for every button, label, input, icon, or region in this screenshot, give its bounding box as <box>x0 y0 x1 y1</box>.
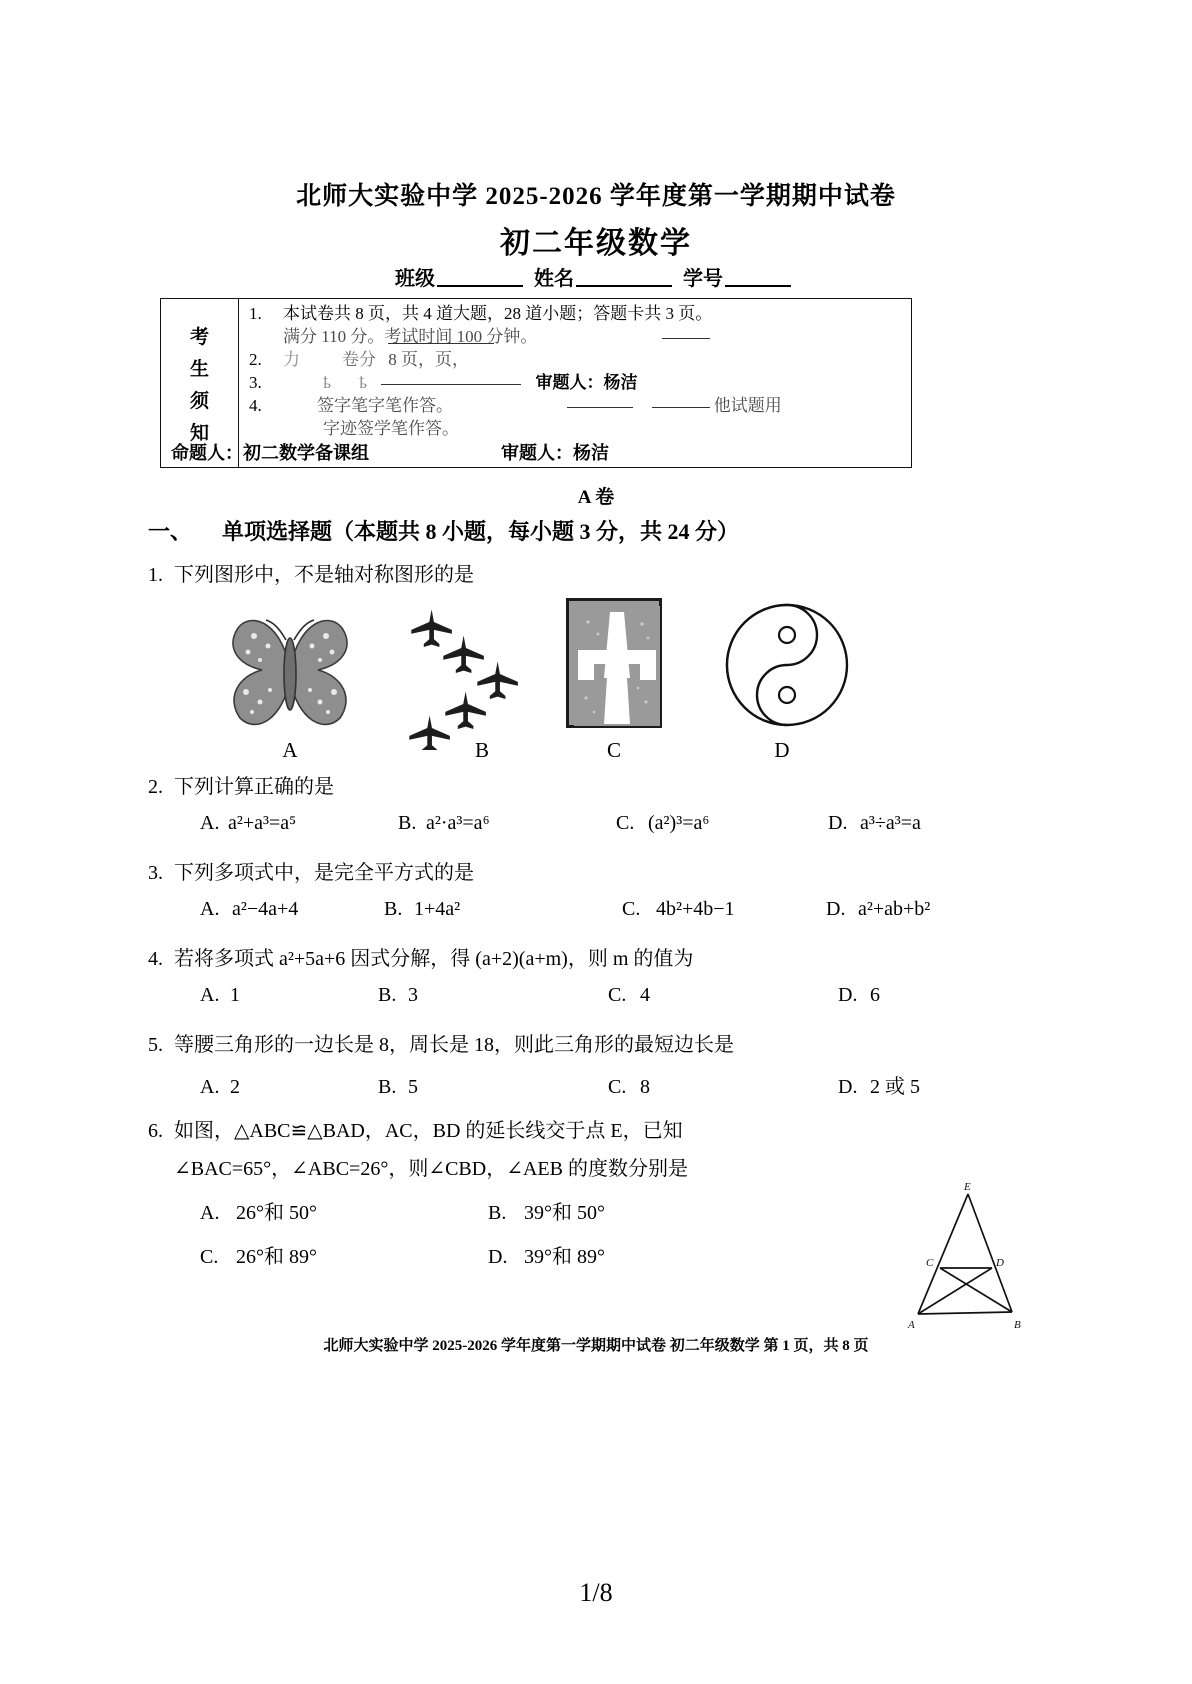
question-6 <box>148 1116 688 1184</box>
question-stem: 下列计算正确的是 <box>174 776 334 798</box>
airplane-formation-icon <box>400 602 560 742</box>
notice-item-1 <box>249 303 903 326</box>
question-4 <box>148 944 693 974</box>
option-math-b[interactable]: 39°和 50° <box>524 1202 605 1224</box>
class-label: 班级 <box>395 268 435 290</box>
question-5 <box>148 1030 734 1060</box>
option-math-a[interactable]: 26°和 50° <box>236 1202 317 1224</box>
notice-fragment: ҍ <box>323 372 331 392</box>
question-stem: 下列图形中，不是轴对称图形的是 <box>174 564 474 586</box>
notice-stray-rule <box>381 384 521 385</box>
notice-side-char: 知 <box>189 422 209 444</box>
section-number: 一、 <box>148 519 193 544</box>
question-3 <box>148 858 474 888</box>
notice-fragment: 签字笔字笔作答。 <box>317 395 453 415</box>
subject-title: 初二年级数学 <box>500 227 692 260</box>
option-math-d[interactable]: a³÷a³=a <box>860 812 921 834</box>
question-2-options <box>200 812 921 835</box>
question-number: 4. <box>148 948 163 970</box>
vertex-label-a: A <box>908 1319 915 1330</box>
notice-item-1-line2 <box>249 326 903 349</box>
notice-item-text: 本试卷共 8 页，共 4 道大题，28 道小题；答题卡共 3 页。 <box>283 304 713 323</box>
question-stem-line1: 如图，△ABC≌△BAD，AC，BD 的延长线交于点 E，已知 <box>174 1120 683 1142</box>
option-label-a[interactable]: A. <box>200 812 220 834</box>
option-math-b[interactable]: a²·a³=a⁶ <box>426 812 490 834</box>
class-blank[interactable] <box>437 285 523 287</box>
yin-yang-icon <box>722 600 852 730</box>
notice-side-char: 生 <box>189 358 209 380</box>
examinee-notice-box <box>160 298 912 468</box>
butterfly-icon <box>210 606 370 736</box>
question-number: 2. <box>148 776 163 798</box>
option-label-c[interactable]: C. <box>608 1076 627 1098</box>
notice-item-number: 3. <box>249 372 262 392</box>
option-label-c[interactable]: C. <box>608 984 627 1006</box>
option-label-d[interactable]: D. <box>826 898 846 920</box>
notice-item-number: 4. <box>249 395 262 415</box>
question-3-options <box>200 898 930 921</box>
option-math-b[interactable]: 1+4a² <box>414 898 461 920</box>
page-indicator: 1/8 <box>579 1578 613 1607</box>
notice-stray-rule <box>388 343 494 344</box>
notice-fragment: 卷 <box>342 349 359 369</box>
notice-author: 命题人：初二数学备课组 <box>171 443 369 463</box>
option-math-d[interactable]: 39°和 89° <box>524 1246 605 1268</box>
option-label-d[interactable]: D. <box>838 1076 858 1098</box>
option-math-c[interactable]: 8 <box>640 1076 650 1098</box>
option-label-b[interactable]: B. <box>378 1076 397 1098</box>
notice-credits <box>171 439 905 465</box>
option-label-a[interactable]: A. <box>200 1076 220 1098</box>
page-title: 北师大实验中学 2025-2026 学年度第一学期期中试卷 <box>296 183 896 210</box>
page-footer: 北师大实验中学 2025-2026 学年度第一学期期中试卷 初二年级数学 第 1 页，共 8 页 <box>323 1338 869 1354</box>
option-label-c[interactable]: C. <box>616 812 635 834</box>
option-math-c[interactable]: 4b²+4b−1 <box>656 898 735 920</box>
question-number: 5. <box>148 1034 163 1056</box>
question-stem: 下列多项式中，是完全平方式的是 <box>174 862 474 884</box>
question-6-triangle-figure <box>900 1180 1030 1330</box>
question-5-options <box>200 1070 920 1099</box>
question-number: 6. <box>148 1120 163 1142</box>
option-label-d[interactable]: D. <box>828 812 848 834</box>
notice-fragment: 力 <box>283 349 300 369</box>
notice-item-number: 2. <box>249 349 262 369</box>
figure-label-a: A <box>282 738 298 762</box>
option-label-a[interactable]: A. <box>200 1202 220 1224</box>
option-label-a[interactable]: A. <box>200 898 220 920</box>
option-label-b[interactable]: B. <box>378 984 397 1006</box>
option-label-b[interactable]: B. <box>398 812 417 834</box>
question-6-options-row1 <box>200 1196 605 1225</box>
name-label: 姓名 <box>534 268 574 290</box>
question-4-options <box>200 984 880 1007</box>
option-label-d[interactable]: D. <box>488 1246 508 1268</box>
option-math-b[interactable]: 5 <box>408 1076 418 1098</box>
notice-fragment: 他试题用 <box>713 395 782 415</box>
option-label-c[interactable]: C. <box>200 1246 219 1268</box>
notice-item-2 <box>249 349 903 372</box>
notice-fragment: 8 页，页， <box>388 349 469 369</box>
vertex-label-e: E <box>964 1181 971 1193</box>
question-number: 1. <box>148 564 163 586</box>
section-title: 单项选择题（本题共 8 小题，每小题 3 分，共 24 分） <box>222 519 740 544</box>
option-math-a[interactable]: 1 <box>230 984 240 1006</box>
notice-item-3 <box>249 372 903 395</box>
vertex-label-d: D <box>996 1257 1004 1269</box>
option-math-c[interactable]: 26°和 89° <box>236 1246 317 1268</box>
notice-fragment: ҍ <box>359 372 367 392</box>
question-6-options-row2 <box>200 1240 605 1269</box>
option-math-d[interactable]: 6 <box>870 984 880 1006</box>
notice-fragment: 字迹签学笔作答。 <box>323 418 459 438</box>
notice-reviewer: 审题人：杨洁 <box>501 443 609 463</box>
question-stem: 等腰三角形的一边长是 8，周长是 18，则此三角形的最短边长是 <box>174 1034 734 1056</box>
option-math-c[interactable]: (a²)³=a⁶ <box>648 812 710 834</box>
notice-item-number: 1. <box>249 304 262 323</box>
student-id-blank[interactable] <box>725 285 791 287</box>
option-label-b[interactable]: B. <box>384 898 403 920</box>
option-math-a[interactable]: 2 <box>230 1076 240 1098</box>
volume-label: A 卷 <box>577 487 615 508</box>
notice-reviewer-inline: 审题人：杨洁 <box>535 372 638 392</box>
option-math-d[interactable]: 2 或 5 <box>870 1076 920 1098</box>
option-math-c[interactable]: 4 <box>640 984 650 1006</box>
question-1 <box>148 560 474 590</box>
question-stem-line2: ∠BAC=65°，∠ABC=26°，则∠CBD，∠AEB 的度数分别是 <box>174 1158 688 1180</box>
question-2 <box>148 772 334 802</box>
figure-label-c: C <box>606 738 621 762</box>
option-math-b[interactable]: 3 <box>408 984 418 1006</box>
notice-item-4 <box>249 395 903 418</box>
figure-label-d: D <box>774 738 790 762</box>
option-math-a[interactable]: a²−4a+4 <box>232 898 299 920</box>
highway-sign-icon <box>566 598 662 728</box>
option-label-a[interactable]: A. <box>200 984 220 1006</box>
option-math-a[interactable]: a²+a³=a⁵ <box>228 812 297 834</box>
option-label-b[interactable]: B. <box>488 1202 507 1224</box>
notice-stray-rule <box>652 407 710 408</box>
student-identity-line <box>0 262 1192 291</box>
notice-side-char: 考 <box>189 326 209 348</box>
section-one-heading <box>148 515 739 546</box>
name-blank[interactable] <box>576 285 672 287</box>
vertex-label-c: C <box>926 1257 934 1269</box>
notice-stray-rule <box>662 338 710 339</box>
option-math-d[interactable]: a²+ab+b² <box>858 898 931 920</box>
notice-item-text: 满分 110 分。考试时间 100 分钟。 <box>283 326 538 346</box>
student-id-label: 学号 <box>683 268 723 290</box>
notice-side-char: 须 <box>189 390 209 412</box>
option-label-c[interactable]: C. <box>622 898 641 920</box>
vertex-label-b: B <box>1014 1319 1021 1330</box>
question-stem: 若将多项式 a²+5a+6 因式分解，得 (a+2)(a+m)，则 m 的值为 <box>174 948 694 970</box>
notice-stray-rule <box>567 407 633 408</box>
question-number: 3. <box>148 862 163 884</box>
figure-label-b: B <box>474 738 489 762</box>
notice-fragment: 分 <box>359 349 376 369</box>
notice-item-5 <box>249 418 903 441</box>
option-label-d[interactable]: D. <box>838 984 858 1006</box>
